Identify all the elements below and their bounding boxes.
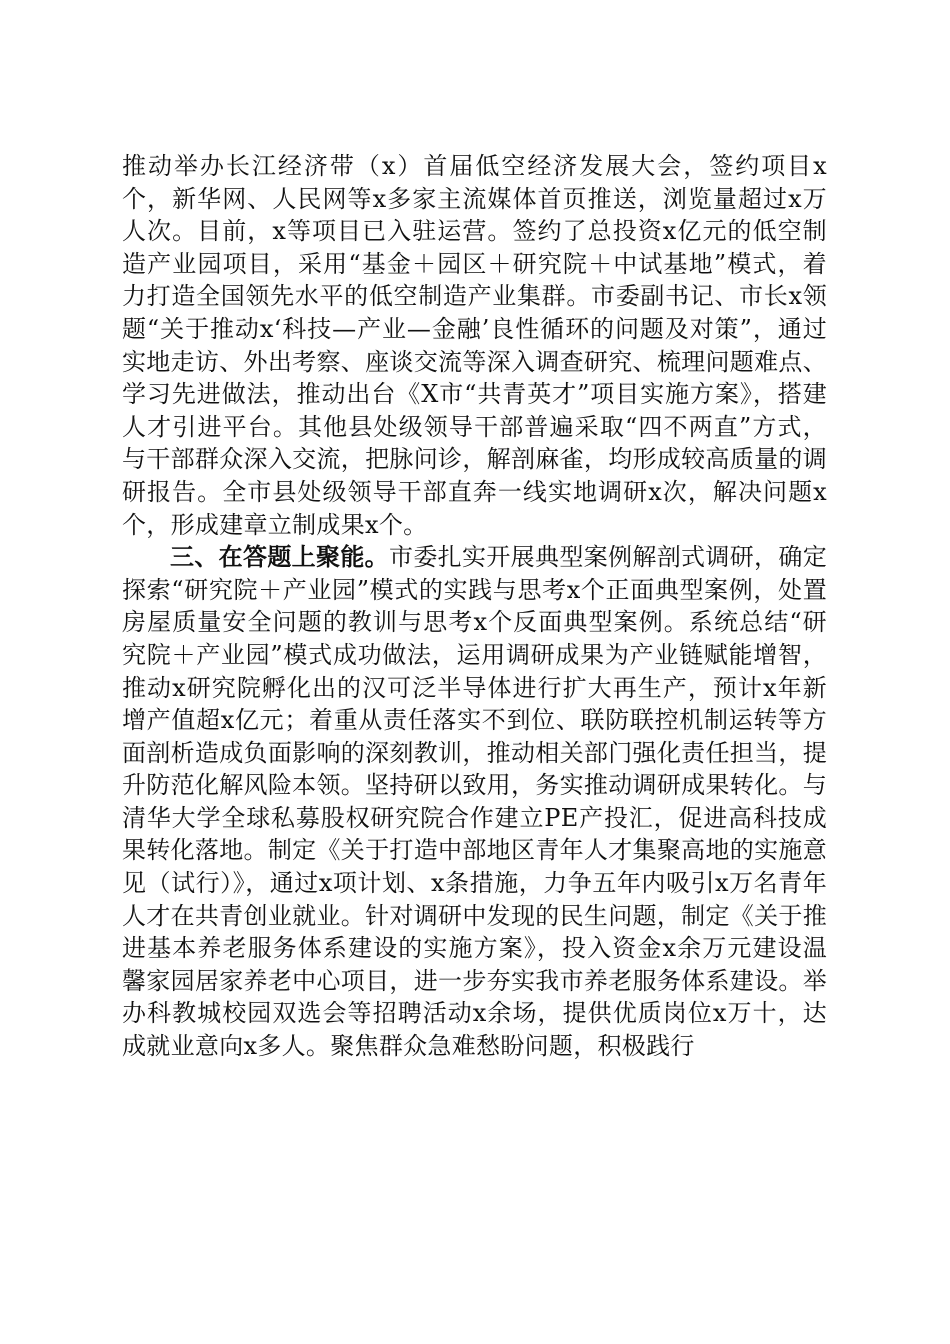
document-body: [122, 150, 827, 1063]
paragraph-text: 市委扎实开展典型案例解剖式调研，确定探索“研究院＋产业园”模式的实践与思考x个正面典型案例，处置房屋质量安全问题的教训与思考x个反面典型案例。系统总结“研究院＋产业园”模式成功做法，运用调研成果为产业链赋能增智，推动x研究院孵化出的汉可泛半导体进行扩大再生产，预计x年新增产值超x亿元；着重从责任落实不到位、联防联控机制运转等方面剖析造成负面影响的深刻教训，推动相关部门强化责任担当，提升防范化解风险本领。坚持研以致用，务实推动调研成果转化。与清华大学全球私募股权研究院合作建立PE产投汇，促进高科技成果转化落地。制定《关于打造中部地区青年人才集聚高地的实施意见（试行）》，通过x项计划、x条措施，力争五年内吸引x万名青年人才在共青创业就业。针对调研中发现的民生问题，制定《关于推进基本养老服务体系建设的实施方案》，投入资金x余万元建设温馨家园居家养老中心项目，进一步夯实我市养老服务体系建设。举办科教城校园双选会等招聘活动x余场，提供优质岗位x万十，达成就业意向x多人。聚焦群众急难愁盼问题，积极践行: [122, 543, 827, 1061]
section-heading: 三、在答题上聚能。: [170, 542, 390, 572]
paragraph-section-three: [122, 541, 827, 1063]
paragraph-continued: [122, 150, 827, 541]
paragraph-text: 推动举办长江经济带（x）首届低空经济发展大会，签约项目x个，新华网、人民网等x多家主流媒体首页推送，浏览量超过x万人次。目前，x等项目已入驻运营。签约了总投资x亿元的低空制造产业园项目，采用“基金＋园区＋研究院＋中试基地”模式，着力打造全国领先水平的低空制造产业集群。市委副书记、市长x领题“关于推动x‘科技—产业—金融’良性循环的问题及对策”，通过实地走访、外出考察、座谈交流等深入调查研究、梳理问题难点、学习先进做法，推动出台《X市“共青英才”项目实施方案》，搭建人才引进平台。其他县处级领导干部普遍采取“四不两直”方式，与干部群众深入交流，把脉问诊，解剖麻雀，均形成较高质量的调研报告。全市县处级领导干部直奔一线实地调研x次，解决问题x个，形成建章立制成果x个。: [122, 152, 827, 539]
